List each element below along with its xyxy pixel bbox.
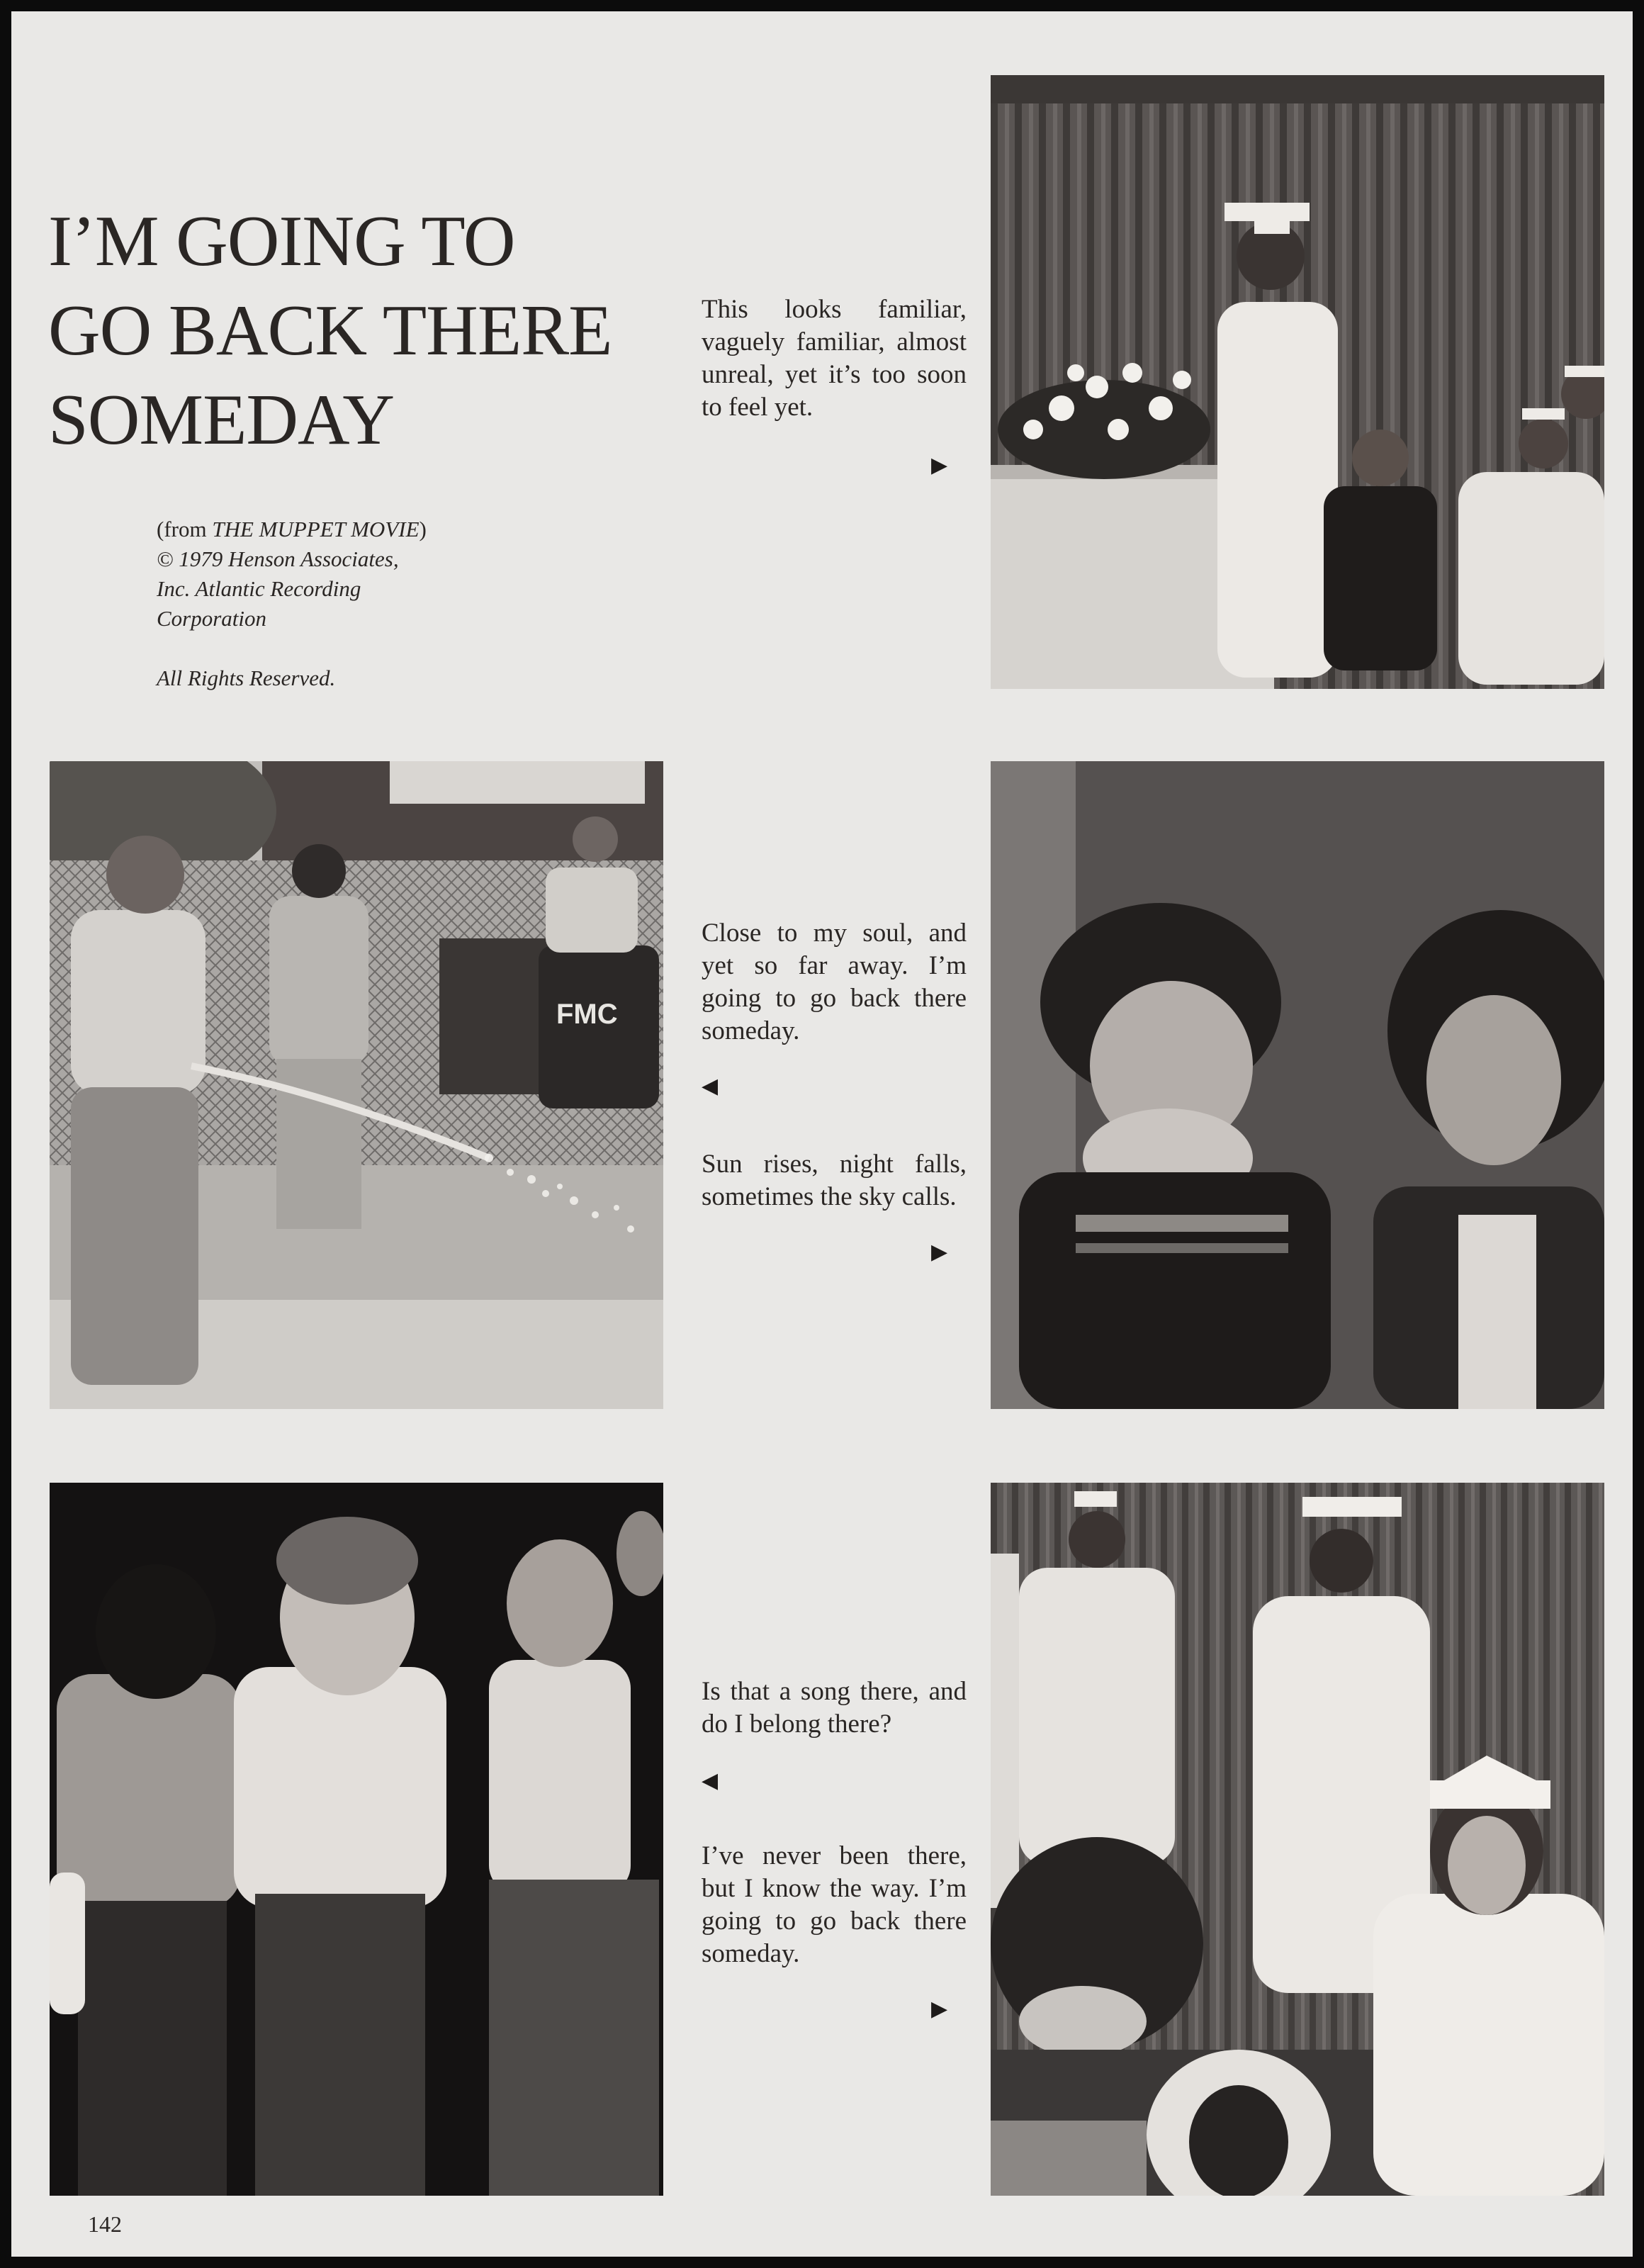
- credit-source: (from THE MUPPET MOVIE): [157, 517, 427, 541]
- page-title: [48, 197, 672, 465]
- photo-graduation-speaker-image: [991, 75, 1604, 689]
- lyric-verse-2: Close to my soul, and yet so far away. I’m going to go back there someday.: [702, 919, 967, 1045]
- lyric-verse-3: Sun rises, night falls, sometimes the sky calls.: [702, 1150, 967, 1211]
- photo-graduates-on-stage: [991, 1483, 1604, 2196]
- machine-sign-text: FMC: [556, 999, 618, 1030]
- credit-copyright-line: Inc. Atlantic Recording: [157, 576, 361, 601]
- credit-source-title: THE MUPPET MOVIE: [212, 517, 420, 541]
- photo-students-watching-image: [991, 761, 1604, 1409]
- photo-students-watching: [991, 761, 1604, 1409]
- lyric-verse-4: Is that a song there, and do I belong there?: [702, 1677, 967, 1739]
- lyric-verse-5: I’ve never been there, but I know the way. I’m going to go back there someday.: [702, 1841, 967, 1968]
- photo-students-dancing-image: [50, 1483, 663, 2196]
- title-line: I’M GOING TO: [48, 201, 515, 281]
- credit-copyright-line: Corporation: [157, 606, 267, 631]
- page-number: 142: [88, 2211, 122, 2237]
- title-line: SOMEDAY: [48, 380, 395, 460]
- lyric-verse-1: This looks familiar, vaguely familiar, almost unreal, yet it’s too soon to feel yet.: [702, 295, 967, 422]
- photo-students-dancing: [50, 1483, 663, 2196]
- right-arrow-icon: ▶: [931, 454, 948, 477]
- credit-rights: All Rights Reserved.: [157, 666, 336, 690]
- photo-graduation-speaker: [991, 75, 1604, 689]
- title-line: GO BACK THERE: [48, 291, 612, 371]
- photo-graduates-on-stage-image: [991, 1483, 1604, 2196]
- left-arrow-icon: ◀: [702, 1074, 719, 1098]
- song-credit: [157, 515, 525, 693]
- yearbook-page: [11, 11, 1633, 2257]
- right-arrow-icon: ▶: [931, 1997, 948, 2021]
- credit-copyright-line: © 1979 Henson Associates,: [157, 546, 399, 571]
- photo-boys-with-hose: [50, 761, 663, 1409]
- photo-boys-with-hose-image: [50, 761, 663, 1409]
- left-arrow-icon: ◀: [702, 1769, 719, 1792]
- right-arrow-icon: ▶: [931, 1240, 948, 1264]
